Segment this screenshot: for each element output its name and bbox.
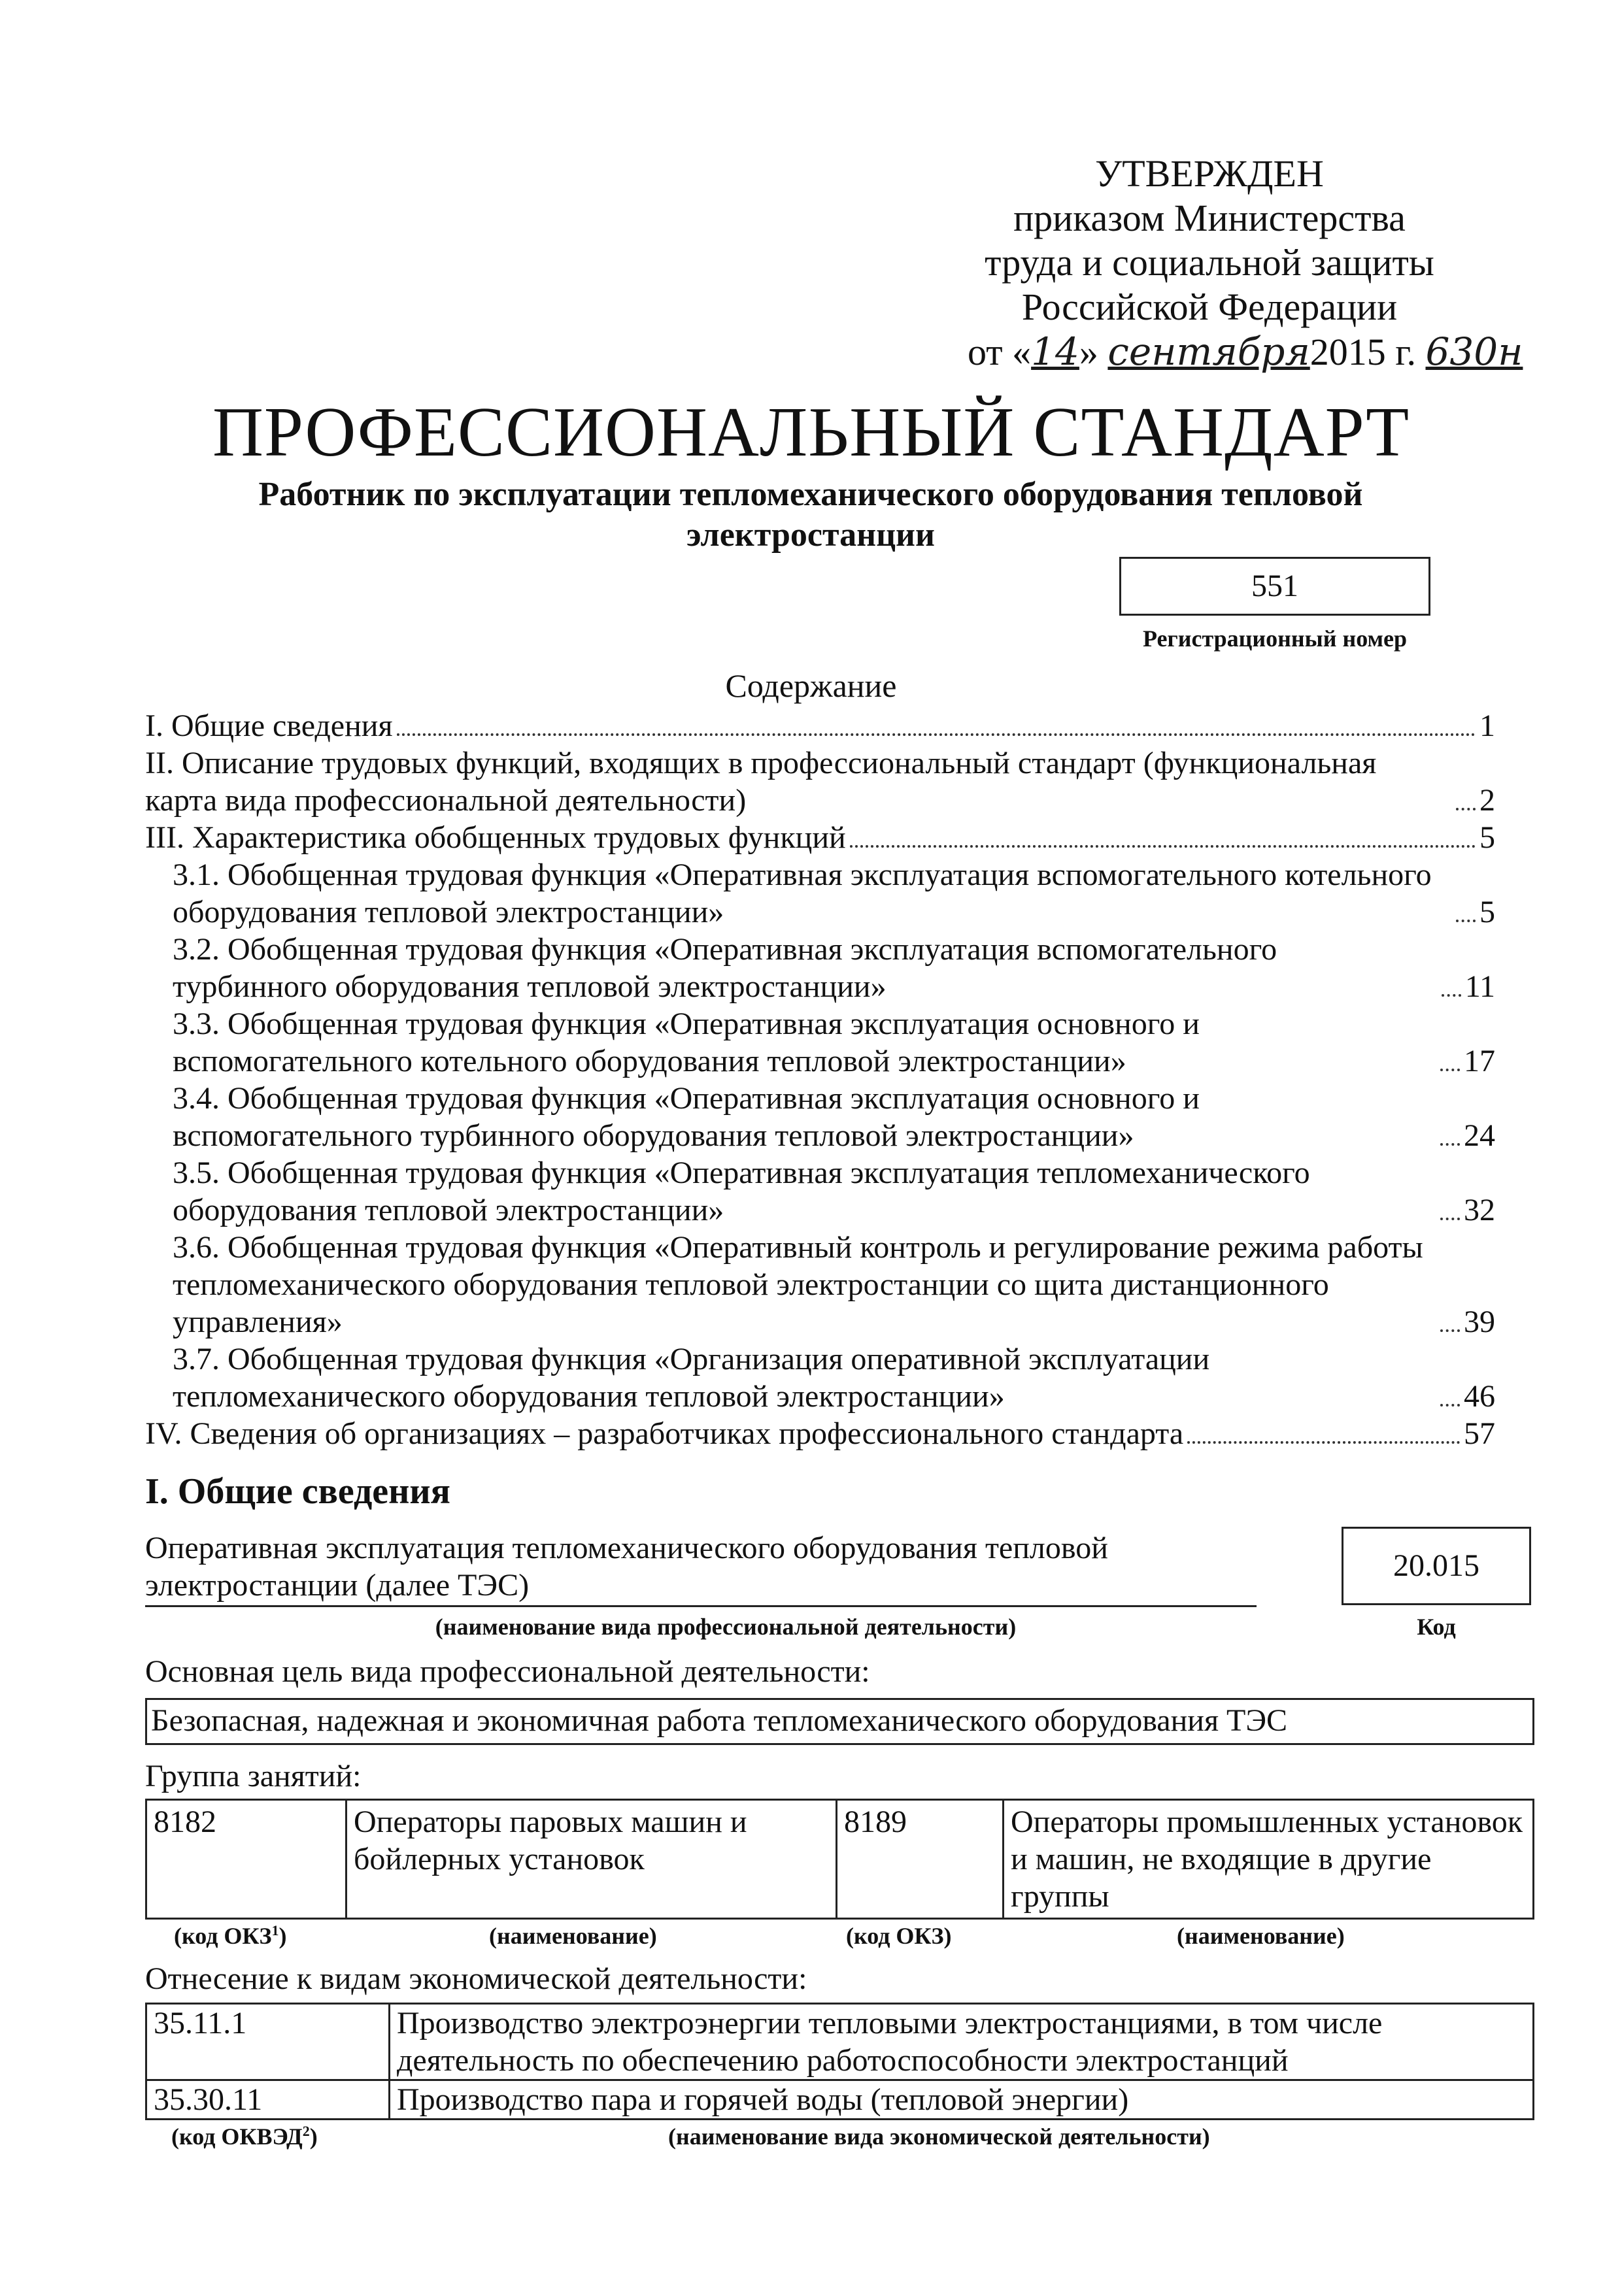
toc-leader — [1440, 1329, 1460, 1332]
toc-leader — [1456, 808, 1476, 810]
activity-caption: (наименование вида профессиональной деятельности) — [435, 1614, 1017, 1640]
approval-year: 2015 г. — [1309, 331, 1416, 373]
approval-line: труда и социальной защиты — [985, 241, 1434, 284]
toc-item[interactable]: 3.2. Обобщенная трудовая функция «Оперативная эксплуатация вспомогательного турбинного оборудования тепловой электростанции» 11 — [173, 932, 1495, 1004]
okz-code-cell: 8189 — [837, 1800, 1004, 1919]
toc-item[interactable]: 3.6. Обобщенная трудовая функция «Оперативный контроль и регулирование режима работы тепломеханического оборудования тепловой электростанции со щита дистанционного управления» 39 — [173, 1230, 1495, 1339]
caption: (код ОКВЭД$^2$) — [171, 2123, 318, 2150]
okved-code-cell: 35.11.1 — [146, 2004, 390, 2080]
toc-item[interactable]: 3.7. Обобщенная трудовая функция «Организация оперативной эксплуатации тепломеханического оборудования тепловой электростанции» 46 — [173, 1342, 1495, 1414]
activity-name: Оперативная эксплуатация тепломеханического оборудования тепловой электростанции (далее ТЭС) — [145, 1529, 1257, 1607]
toc-leader — [1442, 994, 1461, 997]
toc-title: Содержание — [725, 667, 897, 704]
okved-name-cell: Производство пара и горячей воды (тепловой энергии) — [390, 2080, 1534, 2120]
toc-item[interactable]: 3.5. Обобщенная трудовая функция «Оперативная эксплуатация тепломеханического оборудования тепловой электростанции» 32 — [173, 1156, 1495, 1227]
caption: (код ОКЗ) — [846, 1923, 952, 1949]
toc-leader — [1440, 1218, 1460, 1220]
caption: (наименование вида экономической деятельности) — [668, 2123, 1210, 2150]
document-subtitle: Работник по эксплуатации тепломеханического оборудования тепловой электростанции — [258, 476, 1363, 554]
caption: (наименование) — [1177, 1923, 1345, 1949]
toc-item[interactable]: II. Описание трудовых функций, входящих в профессиональный стандарт (функциональная карта вида профессиональной деятельности) 2 — [145, 746, 1495, 818]
toc-item[interactable]: I. Общие сведения 1 — [145, 708, 1495, 743]
toc-item[interactable]: 3.4. Обобщенная трудовая функция «Оперативная эксплуатация основного и вспомогательного турбинного оборудования тепловой электростанции» 24 — [173, 1081, 1495, 1153]
toc-item[interactable]: 3.1. Обобщенная трудовая функция «Оперативная эксплуатация вспомогательного котельного оборудования тепловой электростанции» 5 — [173, 857, 1495, 929]
toc-leader — [1440, 1143, 1460, 1146]
okved-code-cell: 35.30.11 — [146, 2080, 390, 2120]
document-title: ПРОФЕССИОНАЛЬНЫЙ СТАНДАРТ — [212, 393, 1410, 471]
economic-activity-label: Отнесение к видам экономической деятельности: — [145, 1961, 807, 1996]
approval-line: приказом Министерства — [1013, 197, 1406, 239]
section-heading: I. Общие сведения — [145, 1471, 450, 1512]
registration-number-label: Регистрационный номер — [1142, 625, 1408, 652]
okved-name-cell: Производство электроэнергии тепловыми электростанциями, в том числе деятельность по обеспечению работоспособности электростанций — [390, 2004, 1534, 2080]
occupation-table-block — [145, 1799, 1534, 1952]
okved-table-block — [145, 2003, 1534, 2153]
table-row — [146, 2004, 1534, 2080]
toc-leader — [1440, 1404, 1460, 1406]
activity-code-caption: Код — [1417, 1614, 1456, 1640]
toc-leader — [850, 845, 1476, 848]
okz-name-cell: Операторы паровых машин и бойлерных установок — [346, 1800, 837, 1919]
okz-code-cell: 8182 — [146, 1800, 346, 1919]
toc-item[interactable]: III. Характеристика обобщенных трудовых функций 5 — [145, 820, 1495, 855]
occupation-captions — [145, 1922, 1534, 1952]
occupation-table — [145, 1799, 1534, 1920]
approval-number: 630н — [1425, 329, 1523, 374]
table-row — [146, 2080, 1534, 2120]
toc-leader — [397, 733, 1476, 736]
table-of-contents — [145, 707, 1495, 1452]
approval-day: 14 — [1031, 329, 1079, 374]
okved-captions — [145, 2123, 1534, 2153]
okved-table — [145, 2003, 1534, 2120]
okz-name-cell: Операторы промышленных установок и машин, не входящие в другие группы — [1004, 1800, 1534, 1919]
approval-month: сентября — [1107, 329, 1310, 374]
approval-date-line: от «14» сентября2015 г. 630н — [968, 329, 1523, 374]
toc-item[interactable]: IV. Сведения об организациях – разработчиках профессионального стандарта 57 — [145, 1416, 1495, 1451]
toc-item[interactable]: 3.3. Обобщенная трудовая функция «Оперативная эксплуатация основного и вспомогательного котельного оборудования тепловой электростанции» 17 — [173, 1007, 1495, 1078]
toc-leader — [1456, 920, 1476, 922]
table-row — [146, 1800, 1534, 1919]
goal-box: Безопасная, надежная и экономичная работа тепломеханического оборудования ТЭС — [145, 1698, 1534, 1745]
registration-number-box: 551 — [1119, 557, 1430, 616]
approval-line: Российской Федерации — [1021, 286, 1398, 328]
approval-line: УТВЕРЖДЕН — [1095, 152, 1324, 195]
approval-block — [968, 152, 1523, 374]
caption: (код ОКЗ$^1$) — [174, 1922, 287, 1949]
caption: (наименование) — [489, 1923, 657, 1949]
activity-code-box: 20.015 — [1342, 1527, 1531, 1605]
toc-leader — [1440, 1069, 1460, 1071]
occupation-group-label: Группа занятий: — [145, 1759, 362, 1793]
toc-leader — [1187, 1441, 1460, 1444]
goal-label: Основная цель вида профессиональной деятельности: — [145, 1654, 870, 1689]
